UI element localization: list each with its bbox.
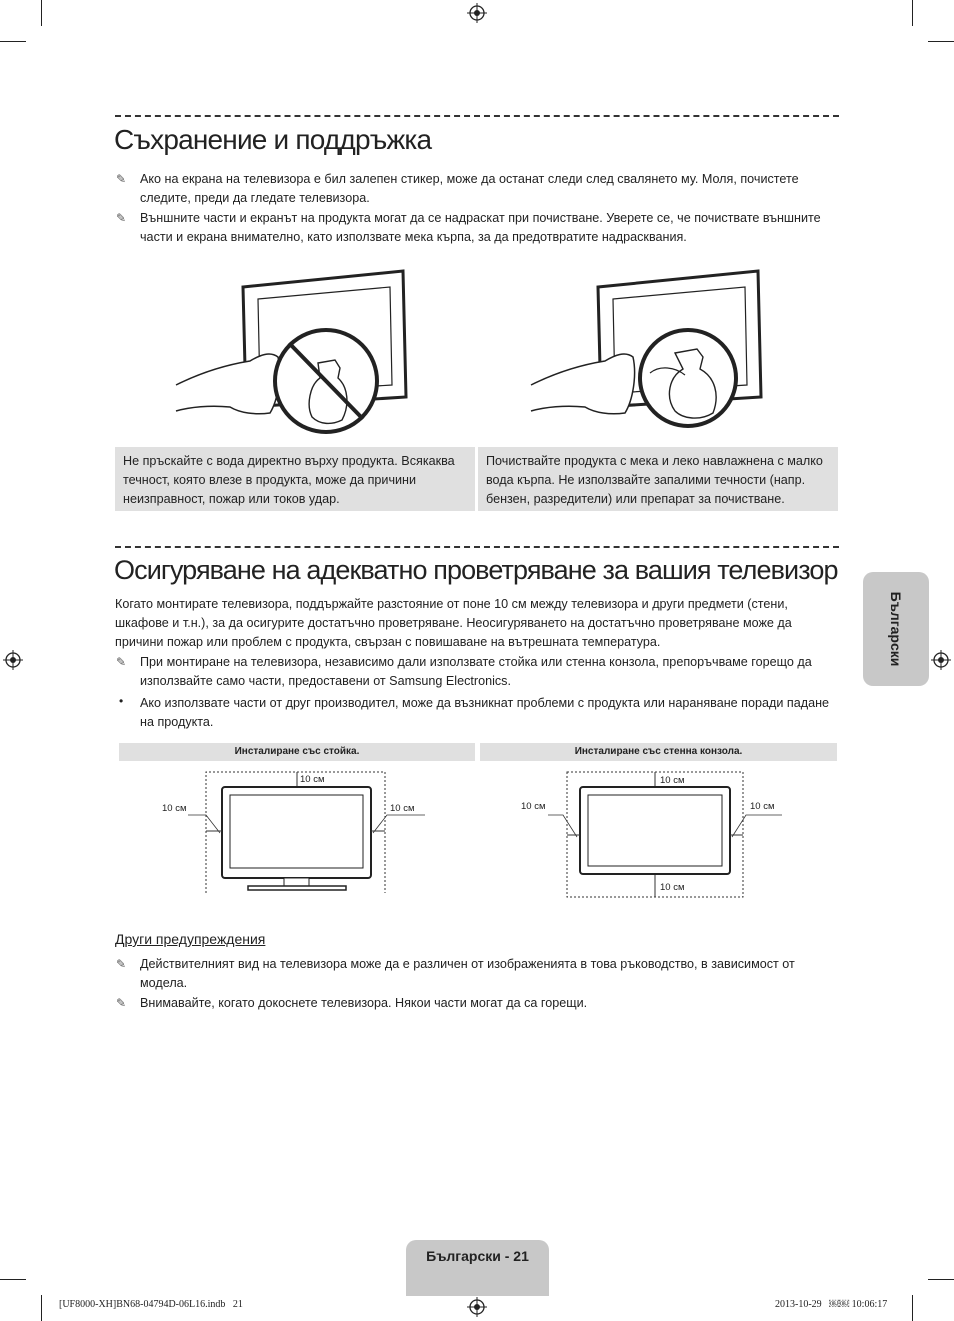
registration-mark-icon [467, 1297, 487, 1317]
crop-mark [41, 1295, 42, 1321]
diagram-header: Инсталиране със стойка. [119, 743, 475, 761]
crop-mark [912, 0, 913, 26]
page-number-tab [406, 1240, 549, 1296]
diagram-header: Инсталиране със стенна конзола. [480, 743, 837, 761]
crop-mark [928, 41, 954, 42]
note-text: Ако на екрана на телевизора е бил залепен стикер, може да останат следи след свалянето му. Моля, почистете следите, преди да гледате телевизора. [140, 172, 799, 205]
note-pencil-icon: ✎ [116, 957, 127, 971]
note-text: Действителният вид на телевизора може да е различен от изображенията в това ръководство, в зависимост от модела. [140, 957, 795, 990]
crop-mark [41, 0, 42, 26]
registration-mark-icon [467, 3, 487, 23]
footer-file-info: [UF8000-XH]BN68-04794D-06L16.indb 21 [59, 1299, 243, 1310]
section-title: Осигуряване на адекватно проветряване за вашия телевизор [114, 555, 838, 585]
cleaning-wrong-illustration [170, 265, 410, 440]
dimension-label: 10 см [300, 774, 325, 785]
note-pencil-icon: ✎ [116, 211, 127, 225]
note-text: Външните части и екранът на продукта могат да се надраскат при почистване. Уверете се, че почиствате външните части и екрана внимателно, като използвате мека кърпа, за да предотвратите надрасквания. [140, 211, 821, 244]
side-tab-label: Български [888, 591, 904, 667]
section-title: Съхранение и поддръжка [114, 124, 432, 155]
language-side-tab [863, 572, 929, 686]
registration-mark-icon [931, 650, 951, 670]
dimension-label: 10 см [660, 882, 685, 893]
note-text: Внимавайте, когато докоснете телевизора. Някои части могат да са горещи. [140, 996, 588, 1010]
bullet-text: Ако използвате части от друг производител, може да възникнат проблеми с продукта или нараняване поради падане на продукта. [140, 696, 830, 729]
dimension-label: 10 см [162, 803, 187, 814]
note-pencil-icon: ✎ [116, 172, 127, 186]
section-divider [115, 115, 839, 117]
subsection-heading: Други предупреждения [115, 931, 266, 947]
crop-mark [0, 41, 26, 42]
section-divider [115, 546, 839, 548]
crop-mark [0, 1279, 26, 1280]
cleaning-correct-illustration [525, 265, 765, 440]
caption-box: Почиствайте продукта с мека и леко навлажнена с малко вода кърпа. Не използвайте запалими течности (напр. бензен, разредители) или препарат за почистване. [478, 447, 838, 511]
dimension-label: 10 см [660, 775, 685, 786]
registration-mark-icon [3, 650, 23, 670]
crop-mark [928, 1279, 954, 1280]
dimension-label: 10 см [521, 801, 546, 812]
dimension-label: 10 см [390, 803, 415, 814]
footer-timestamp: 2013-10-29 ￼￼ 10:06:17 [775, 1299, 888, 1310]
caption-box: Не пръскайте с вода директно върху продукта. Всякаква течност, която влезе в продукта, може да причини неизправност, пожар или токов удар. [115, 447, 475, 511]
page-number-label: Български - 21 [426, 1248, 529, 1264]
note-pencil-icon: ✎ [116, 996, 127, 1010]
dimension-label: 10 см [750, 801, 775, 812]
note-pencil-icon: ✎ [116, 655, 127, 669]
intro-paragraph: Когато монтирате телевизора, поддържайте разстояние от поне 10 см между телевизора и други предмети (стени, шкафове и т.н.), за да осигурите достатъчно проветряване. Неосигуряването на достатъчно проветряване може да причини пожар или проблем с продукта, свързан с повишаване на вътрешната температура. [115, 597, 792, 649]
crop-mark [912, 1295, 913, 1321]
note-text: При монтиране на телевизора, независимо дали използвате стойка или стенна конзола, препоръчваме горещо да използвайте само части, предоставени от Samsung Electronics. [140, 655, 812, 688]
bullet-icon: • [119, 694, 124, 708]
